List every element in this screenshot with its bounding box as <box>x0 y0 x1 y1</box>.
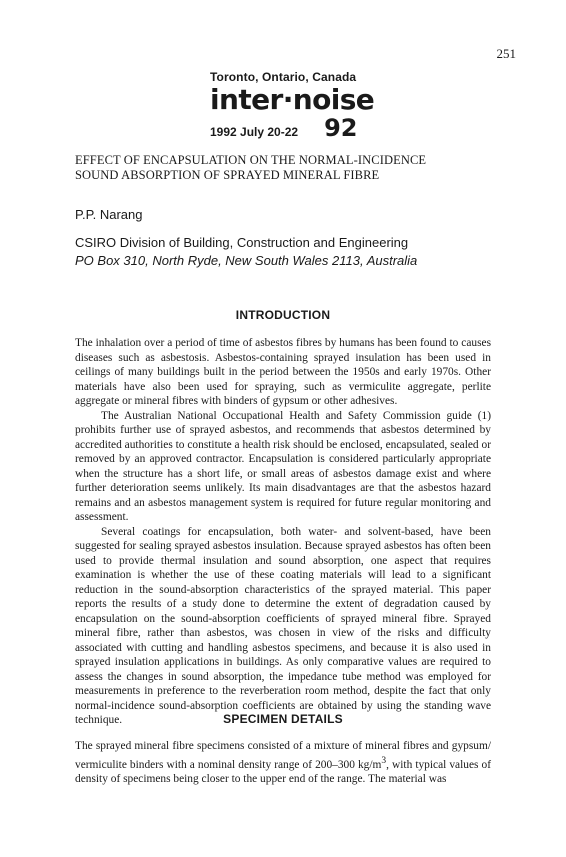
specimen-details-paragraph <box>75 739 491 786</box>
section-heading-introduction: INTRODUCTION <box>235 308 331 322</box>
specimen-text-before-unit: The sprayed mineral fibre specimens consisted of a mixture of mineral fibres and gypsum/ vermiculite binders with a nominal density range of 200–300 kg/m <box>75 740 491 771</box>
paper-title <box>75 153 495 183</box>
introduction-paragraph-1: The inhalation over a period of time of asbestos fibres by humans has been found to causes diseases such as asbestosis. Asbestos-containing sprayed insulation has been used in ceilings of many buildings built in the period between the 1950s and early 1970s. Other materials have also been used for spraying, such as vermiculite aggregate, perlite aggregate or mineral fibres with binders of gypsum or other adhesives. <box>75 337 491 407</box>
introduction-paragraph-2: The Australian National Occupational Health and Safety Commission guide (1) prohibits further use of sprayed asbestos, and recommends that asbestos determined by accredited authorities to constitute a health risk should be enclosed, encapsulated, sealed or removed by an approved contractor. Encapsulation is considered particularly appropriate when the structure has a short life, or small areas of asbestos damage exist and where further deterioration seems unlikely. Its main disadvantages are that the asbestos hazard remains and an asbestos management system is required for future regular monitoring and assessment. <box>75 409 491 523</box>
section-heading-specimen-details: SPECIMEN DETAILS <box>223 712 343 726</box>
conference-dates: 1992 July 20-22 <box>210 125 299 139</box>
introduction-body <box>75 336 491 728</box>
conference-location: Toronto, Ontario, Canada <box>210 70 357 84</box>
conference-logo: inter·noise <box>210 83 375 116</box>
conference-block <box>210 70 375 142</box>
paper-title-line-1: EFFECT OF ENCAPSULATION ON THE NORMAL-INCIDENCE <box>75 153 427 167</box>
paper-title-line-2: SOUND ABSORPTION OF SPRAYED MINERAL FIBRE <box>75 168 380 182</box>
unit-superscript: 3 <box>381 755 387 766</box>
affiliation-line-1: CSIRO Division of Building, Construction and Engineering <box>75 235 409 250</box>
paper-affiliation <box>75 234 505 270</box>
paper-author: P.P. Narang <box>75 207 143 222</box>
conference-dateline <box>210 114 370 142</box>
affiliation-line-2: PO Box 310, North Ryde, New South Wales 2113, Australia <box>75 253 418 268</box>
specimen-details-body <box>75 739 491 786</box>
page-number: 251 <box>496 46 516 61</box>
conference-year-mark: 92 <box>324 114 358 142</box>
specimen-text-after-unit: , with typical values of density of specimens being closer to the upper end of the range. The material was <box>75 758 491 785</box>
introduction-paragraph-3: Several coatings for encapsulation, both water- and solvent-based, have been suggested for sealing sprayed asbestos insulation. Because sprayed asbestos has often been used to provide thermal insulation and sound absorption, one aspect that requires examination is whether the use of these coating materials will lead to a significant reduction in the sound-absorption characteristics of the sprayed material. This paper reports the results of a study done to determine the extent of degradation caused by encapsulation on the sound-absorption coefficients of sprayed mineral fibre. Sprayed mineral fibre, rather than asbestos, was chosen in view of the risks and difficulty associated with cutting and handling asbestos specimens, and because it is also used in sprayed insulation applications in buildings. As only comparative values are required to assess the changes in sound absorption, the impedance tube method was employed for measurements in preference to the reverberation room method, despite the fact that only normal-incidence sound-absorption coefficients are obtained by using the standing wave technique. <box>75 525 491 726</box>
